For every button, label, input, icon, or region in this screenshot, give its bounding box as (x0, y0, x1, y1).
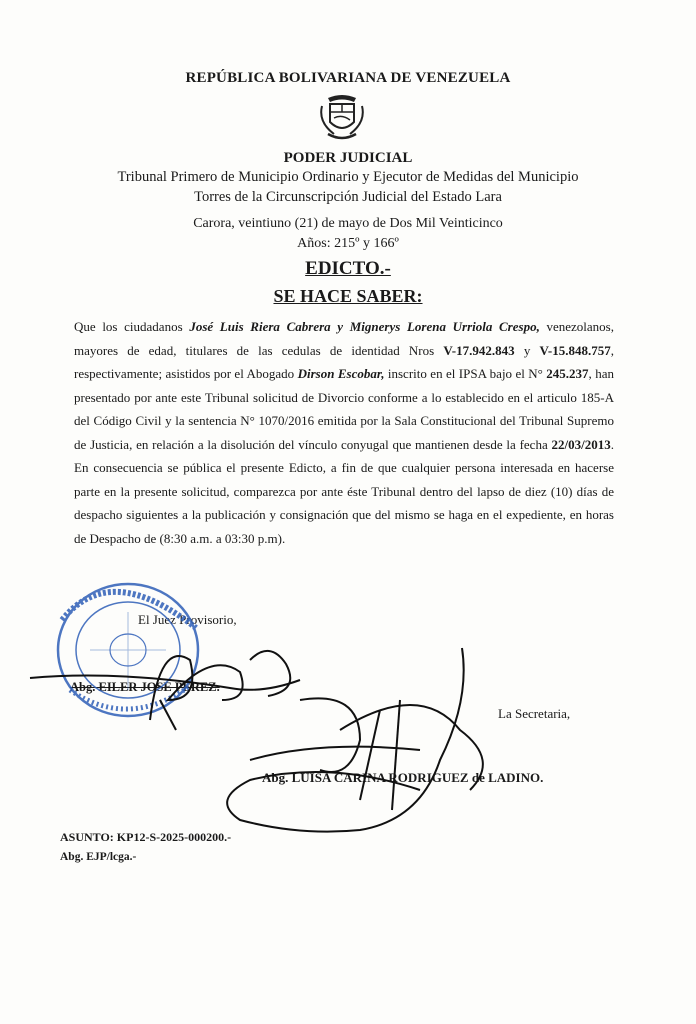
date-block (0, 214, 696, 254)
id-number-1: V-17.942.843 (443, 342, 515, 358)
secretary-signature (227, 648, 483, 832)
lawyer-name: Dirson Escobar, (297, 366, 385, 381)
judge-name: Abg. EILER JOSE PEREZ. (70, 680, 220, 694)
tribunal-line-2: Torres de la Circunscripción Judicial del Estado Lara (194, 189, 502, 205)
applicant-names: José Luis Riera Cabrera y Mignerys Lorena Urriola Crespo, (189, 319, 540, 334)
body-text-6: , han presentado por ante este Tribunal solicitud de Divorcio conforme a lo establecido en el articulo 185-A del Código Civil y la sentencia N° 1070/2016 emitida por la Sala Constitucional del Tribunal Supremo de Justicia, en relación a la disolución del vínculo conyugal que mantienen desde la fecha (74, 366, 614, 452)
hace-saber-title: SE HACE SABER: (273, 286, 423, 306)
poder-judicial-heading: PODER JUDICIAL (283, 150, 413, 166)
years-line: Años: 215º y 166º (297, 236, 399, 251)
secretary-title: La Secretaria, (498, 706, 571, 721)
body-text-7: . En consecuencia se pública el presente Edicto, a fin de que cualquier persona interesada en hacerse parte en la presente solicitud, comparezca por ante éste Tribunal dentro del lapso de diez (10) días de despacho siguientes a la publicación y consignación que del mismo se haga en el expediente, en horas de Despacho de (8:30 a.m. a 03:30 p.m). (74, 436, 614, 546)
edicto-body (74, 315, 614, 550)
secretary-name: Abg. LUISA CARINA RODRIGUEZ de LADINO. (262, 770, 544, 785)
id-number-2: V-15.848.757 (539, 342, 611, 358)
initials-reference: Abg. EJP/lcga.- (60, 851, 137, 863)
tribunal-line-1: Tribunal Primero de Municipio Ordinario y Ejecutor de Medidas del Municipio (117, 169, 579, 185)
marriage-date: 22/03/2013 (551, 436, 611, 452)
republic-heading: REPÚBLICA BOLIVARIANA DE VENEZUELA (185, 70, 511, 86)
place-date: Carora, veintiuno (21) de mayo de Dos Mil Veinticinco (193, 216, 503, 231)
body-text-1: Que los ciudadanos (74, 319, 190, 334)
court-seal-stamp (58, 584, 198, 716)
coat-of-arms-icon (314, 90, 370, 146)
body-text-5: inscrito en el IPSA bajo el N° (384, 366, 547, 381)
asunto-reference: ASUNTO: KP12-S-2025-000200.- (60, 830, 232, 844)
body-text-3: y (514, 342, 540, 358)
judge-title: El Juez Provisorio, (138, 612, 237, 627)
body-text-2: venezolanos, mayores de edad, titulares de las cedulas de identidad Nros (74, 319, 614, 358)
edicto-title: EDICTO.- (305, 258, 391, 279)
body-text-4: , respectivamente; asistidos por el Abogado (74, 342, 615, 381)
ipsa-number: 245.237 (546, 366, 589, 381)
tribunal-heading (0, 167, 696, 207)
